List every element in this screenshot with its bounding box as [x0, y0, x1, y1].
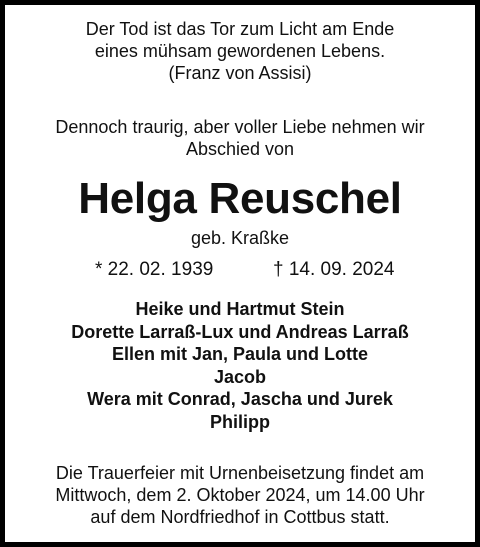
ceremony-line: Mittwoch, dem 2. Oktober 2024, um 14.00 Uhr: [55, 485, 425, 505]
mourner-line: Jacob: [213, 366, 267, 387]
quote-line: Der Tod ist das Tor zum Licht am Ende: [85, 19, 395, 39]
mourner-line: Dorette Larraß-Lux und Andreas Larraß: [71, 321, 409, 342]
mourner-line: Philipp: [210, 411, 270, 432]
mourners-list: [5, 298, 475, 433]
quote-line: eines mühsam gewordenen Lebens.: [94, 41, 386, 61]
intro-text: [5, 116, 475, 160]
intro-line: Abschied von: [185, 139, 295, 159]
quote-block: [5, 18, 475, 84]
intro-line: Dennoch traurig, aber voller Liebe nehmen wir: [55, 117, 425, 137]
birth-date: * 22. 02. 1939: [95, 259, 214, 280]
mourner-line: Heike und Hartmut Stein: [135, 299, 345, 319]
mourner-line: Wera mit Conrad, Jascha und Jurek: [87, 389, 393, 409]
quote-author: (Franz von Assisi): [168, 63, 312, 83]
ceremony-line: Die Trauerfeier mit Urnenbeisetzung findet am: [55, 463, 425, 483]
ceremony-info: [5, 462, 475, 528]
mourner-line: Ellen mit Jan, Paula und Lotte: [111, 344, 369, 364]
death-date: † 14. 09. 2024: [273, 259, 395, 280]
ceremony-line: auf dem Nordfriedhof in Cottbus statt.: [90, 507, 390, 527]
deceased-name: Helga Reuschel: [78, 174, 402, 223]
maiden-name: geb. Kraßke: [190, 228, 290, 248]
